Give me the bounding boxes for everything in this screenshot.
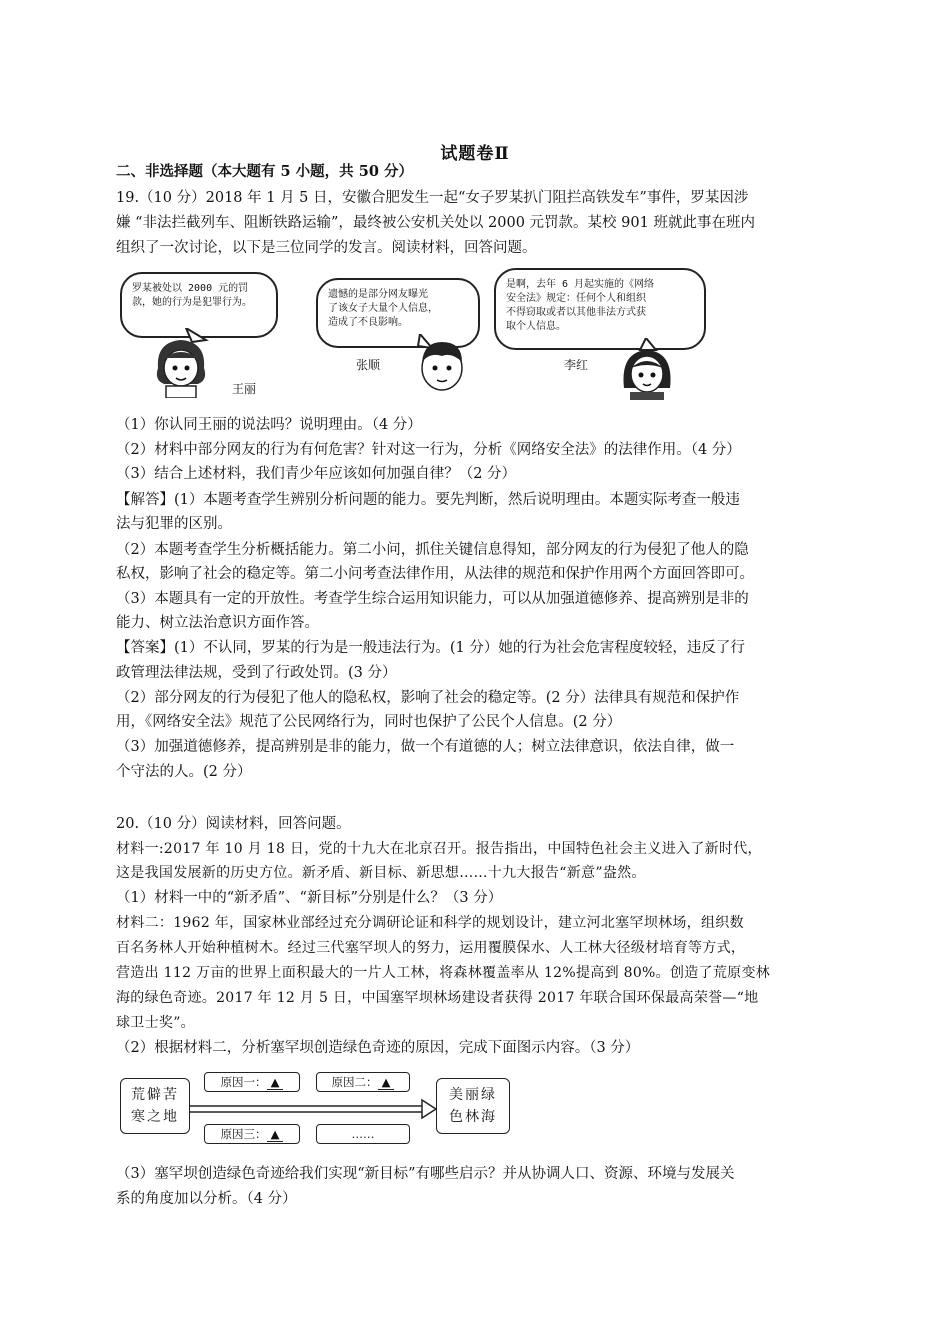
girl-lihong-icon (616, 338, 678, 400)
paper-title: 试题卷Ⅱ (440, 144, 510, 164)
bubble-text: 安全法》规定：任何个人和组织 (506, 293, 646, 304)
q20-subquestion-1: （1）材料一中的“新矛盾”、“新目标”分别是什么？（3 分） (116, 890, 503, 906)
q19-stem-line: 组织了一次讨论，以下是三位同学的发言。阅读材料，回答问题。 (116, 240, 537, 256)
material-two-line: 营造出 112 万亩的世界上面积最大的一片人工林，将森林覆盖率从 12%提高到 80%。创造了荒原变林 (116, 965, 771, 981)
boy-zhangshun-icon (412, 334, 472, 398)
material-two-line: 海的绿色奇迹。2017 年 12 月 5 日，中国塞罕坝林场建设者获得 2017 年联合国环保最高荣誉—“地 (116, 990, 759, 1006)
q19-stem-line: 嫌 “非法拦截列车、阻断铁路运输”，最终被公安机关处以 2000 元罚款。某校 901 班就此事在班内 (116, 215, 755, 231)
reason-one-box (204, 1072, 300, 1092)
diagram-end-box (436, 1078, 510, 1134)
answer-line: （2）部分网友的行为侵犯了他人的隐私权，影响了社会的稳定等。(2 分）法律具有规范和保护作 (116, 690, 740, 706)
blank-triangle: ▲ (378, 1075, 395, 1090)
reason-two-label: 原因二： (331, 1075, 378, 1089)
q20-subquestion-2: （2）根据材料二，分析塞罕坝创造绿色奇迹的原因，完成下面图示内容。（3 分） (116, 1040, 640, 1056)
material-one-line: 材料一:2017 年 10 月 18 日，党的十九大在北京召开。报告指出，中国特色社会主义进入了新时代， (116, 841, 762, 857)
material-one-line: 这是我国发展新的历史方位。新矛盾、新目标、新思想……十九大报告“新意”盎然。 (116, 865, 646, 881)
answer-line: 用，《网络安全法》规范了公民网络行为，同时也保护了公民个人信息。(2 分） (116, 714, 622, 730)
bubble-text: 取个人信息。 (506, 321, 566, 332)
answer-line: 政管理法律法规，受到了行政处罚。(3 分） (116, 665, 397, 681)
q19-stem-line: 19.（10 分）2018 年 1 月 5 日，安徽合肥发生一起“女子罗某扒门阻拦高铁发车”事件，罗某因涉 (116, 190, 749, 206)
diagram-start-text: 荒僻苦 (131, 1087, 179, 1103)
bubble-text: 遗憾的是部分网友曝光 (328, 289, 428, 300)
cause-flow-diagram (116, 1072, 516, 1152)
q20-subquestion-3: 系的角度加以分析。（4 分） (116, 1191, 297, 1207)
diagram-start-text: 寒之地 (131, 1109, 179, 1125)
bubble-text: 造成了不良影响。 (328, 317, 408, 328)
analysis-line: （3）本题具有一定的开放性。考查学生综合运用知识能力，可以从加强道德修养、提高辨别是非的 (116, 591, 749, 607)
speaker-name-wangli: 王丽 (232, 382, 257, 396)
diagram-end-text: 美丽绿 (449, 1087, 497, 1103)
ellipsis-text: …… (351, 1127, 375, 1141)
material-two-line: 球卫士奖”。 (116, 1015, 195, 1031)
bubble-text: 是啊，去年 6 月起实施的《网络 (506, 279, 655, 290)
speaker-name-lihong: 李红 (564, 358, 589, 372)
analysis-line: 【解答】(1）本题考查学生辨别分析问题的能力。要先判断，然后说明理由。本题实际考查一般违 (116, 492, 740, 508)
bubble-text: 款，她的行为是犯罪行为。 (132, 297, 252, 308)
bubble-text: 不得窃取或者以其他非法方式获 (506, 307, 646, 318)
reason-one-label: 原因一： (220, 1075, 267, 1089)
answer-line: 个守法的人。(2 分） (116, 764, 252, 780)
diagram-start-box (120, 1078, 190, 1134)
q20-subquestion-3: （3）塞罕坝创造绿色奇迹给我们实现“新目标”有哪些启示？并从协调人口、资源、环境与发展关 (116, 1166, 735, 1182)
answer-line: 【答案】(1）不认同，罗某的行为是一般违法行为。(1 分）她的行为社会危害程度较轻，违反了行 (116, 640, 745, 656)
cartoon-illustration (116, 268, 716, 398)
blank-triangle: ▲ (267, 1127, 284, 1142)
q19-subquestion: （1）你认同王丽的说法吗？说明理由。（4 分） (116, 417, 422, 433)
analysis-line: 能力、树立法治意识方面作答。 (116, 615, 319, 631)
blank-triangle: ▲ (267, 1075, 284, 1090)
ellipsis-box (316, 1124, 410, 1144)
reason-three-box (204, 1124, 300, 1144)
q19-subquestion: （3）结合上述材料，我们青少年应该如何加强自律？（2 分） (116, 466, 517, 482)
answer-line: （3）加强道德修养，提高辨别是非的能力，做一个有道德的人；树立法律意识，依法自律，做一 (116, 739, 735, 755)
q19-subquestion: （2）材料中部分网友的行为有何危害？针对这一行为，分析《网络安全法》的法律作用。（4 分） (116, 442, 741, 458)
analysis-line: 法与犯罪的区别。 (116, 516, 232, 532)
analysis-line: （2）本题考查学生分析概括能力。第二小问，抓住关键信息得知，部分网友的行为侵犯了他人的隐 (116, 542, 749, 558)
speaker-name-zhangshun: 张顺 (356, 358, 381, 372)
reason-two-box (316, 1072, 410, 1092)
section-heading: 二、非选择题（本大题有 5 小题，共 50 分） (116, 163, 413, 180)
diagram-end-text: 色林海 (449, 1109, 497, 1125)
reason-three-label: 原因三： (220, 1127, 267, 1141)
bubble-text: 了该女子大量个人信息， (328, 303, 438, 314)
girl-wangli-icon (146, 328, 216, 398)
material-two-line: 百名务林人开始种植树木。经过三代塞罕坝人的努力，运用覆膜保水、人工林大径级材培育等方式， (116, 940, 746, 956)
q20-stem: 20.（10 分）阅读材料，回答问题。 (116, 816, 351, 832)
analysis-line: 私权，影响了社会的稳定等。第二小问考查法律作用，从法律的规范和保护作用两个方面回答即可。 (116, 566, 754, 582)
material-two-line: 材料二：1962 年，国家林业部经过充分调研论证和科学的规划设计，建立河北塞罕坝林场，组织数 (116, 915, 744, 931)
bubble-text: 罗某被处以 2000 元的罚 (132, 283, 249, 294)
